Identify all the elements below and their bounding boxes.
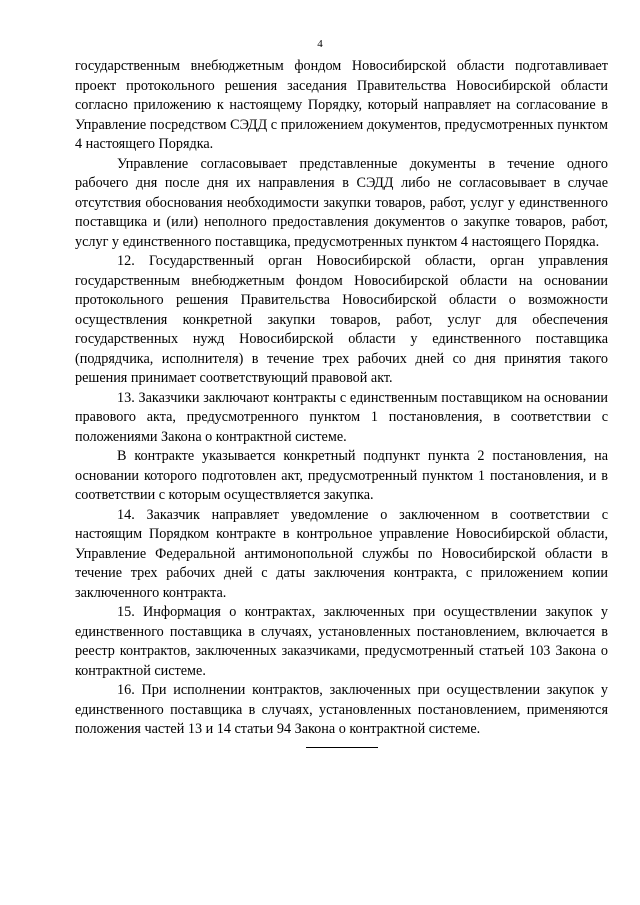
end-of-document-line <box>306 747 378 748</box>
paragraph-item-12: 12. Государственный орган Новосибирской области, орган управления государственным внебюджетным фондом Новосибирской области на основании протокольного решения Правительства Новосибирской области о возможности осуществления конкретной закупки товаров, работ, услуг для обеспечения государственных нужд Новосибирской области у единственного поставщика (подрядчика, исполнителя) в течение трех рабочих дней со дня принятия такого решения принимает соответствующий правовой акт. <box>75 253 608 386</box>
paragraph-item-16: 16. При исполнении контрактов, заключенных при осуществлении закупок у единственного поставщика в случаях, установленных постановлением, применяются положения частей 13 и 14 статьи 94 Закона о контрактной системе. <box>75 682 608 737</box>
paragraph-contract-clause: В контракте указывается конкретный подпункт пункта 2 постановления, на основании которого подготовлен акт, предусмотренный пунктом 1 постановления, и в соответствии с которым осуществляется закупка. <box>75 448 608 503</box>
paragraph-item-13: 13. Заказчики заключают контракты с единственным поставщиком на основании правового акта, предусмотренного пунктом 1 постановления, в соответствии с положениями Закона о контрактной системе. <box>75 389 608 445</box>
paragraph-continuation: государственным внебюджетным фондом Новосибирской области подготавливает проект протокольного решения заседания Правительства Новосибирской области согласно приложению к настоящему Порядку, который направляет на согласование в Управление посредством СЭДД с приложением документов, предусмотренных пунктом 4 настоящего Порядка. <box>75 58 608 152</box>
paragraph-item-14: 14. Заказчик направляет уведомление о заключенном в соответствии с настоящим Порядком контракте в контрольное управление Новосибирской области, Управление Федеральной антимонопольной службы по Новосибирской области в течение трех рабочих дней с даты заключения контракта, с приложением копии заключенного контракта. <box>75 506 608 601</box>
document-body <box>75 57 608 740</box>
paragraph-item-15: 15. Информация о контрактах, заключенных при осуществлении закупок у единственного поставщика в случаях, установленных постановлением, включается в реестр контрактов, заключенных заказчиками, предусмотренный статьей 103 Закона о контрактной системе. <box>75 604 608 679</box>
paragraph-approval: Управление согласовывает представленные документы в течение одного рабочего дня после дня их направления в СЭДД либо не согласовывает в случае отсутствия обоснования необходимости закупки товаров, работ, услуг у единственного поставщика и (или) неполного предоставления документов о закупке товаров, работ, услуг у единственного поставщика, предусмотренных пунктом 4 настоящего Порядка. <box>75 155 608 250</box>
page-number: 4 <box>317 38 323 50</box>
